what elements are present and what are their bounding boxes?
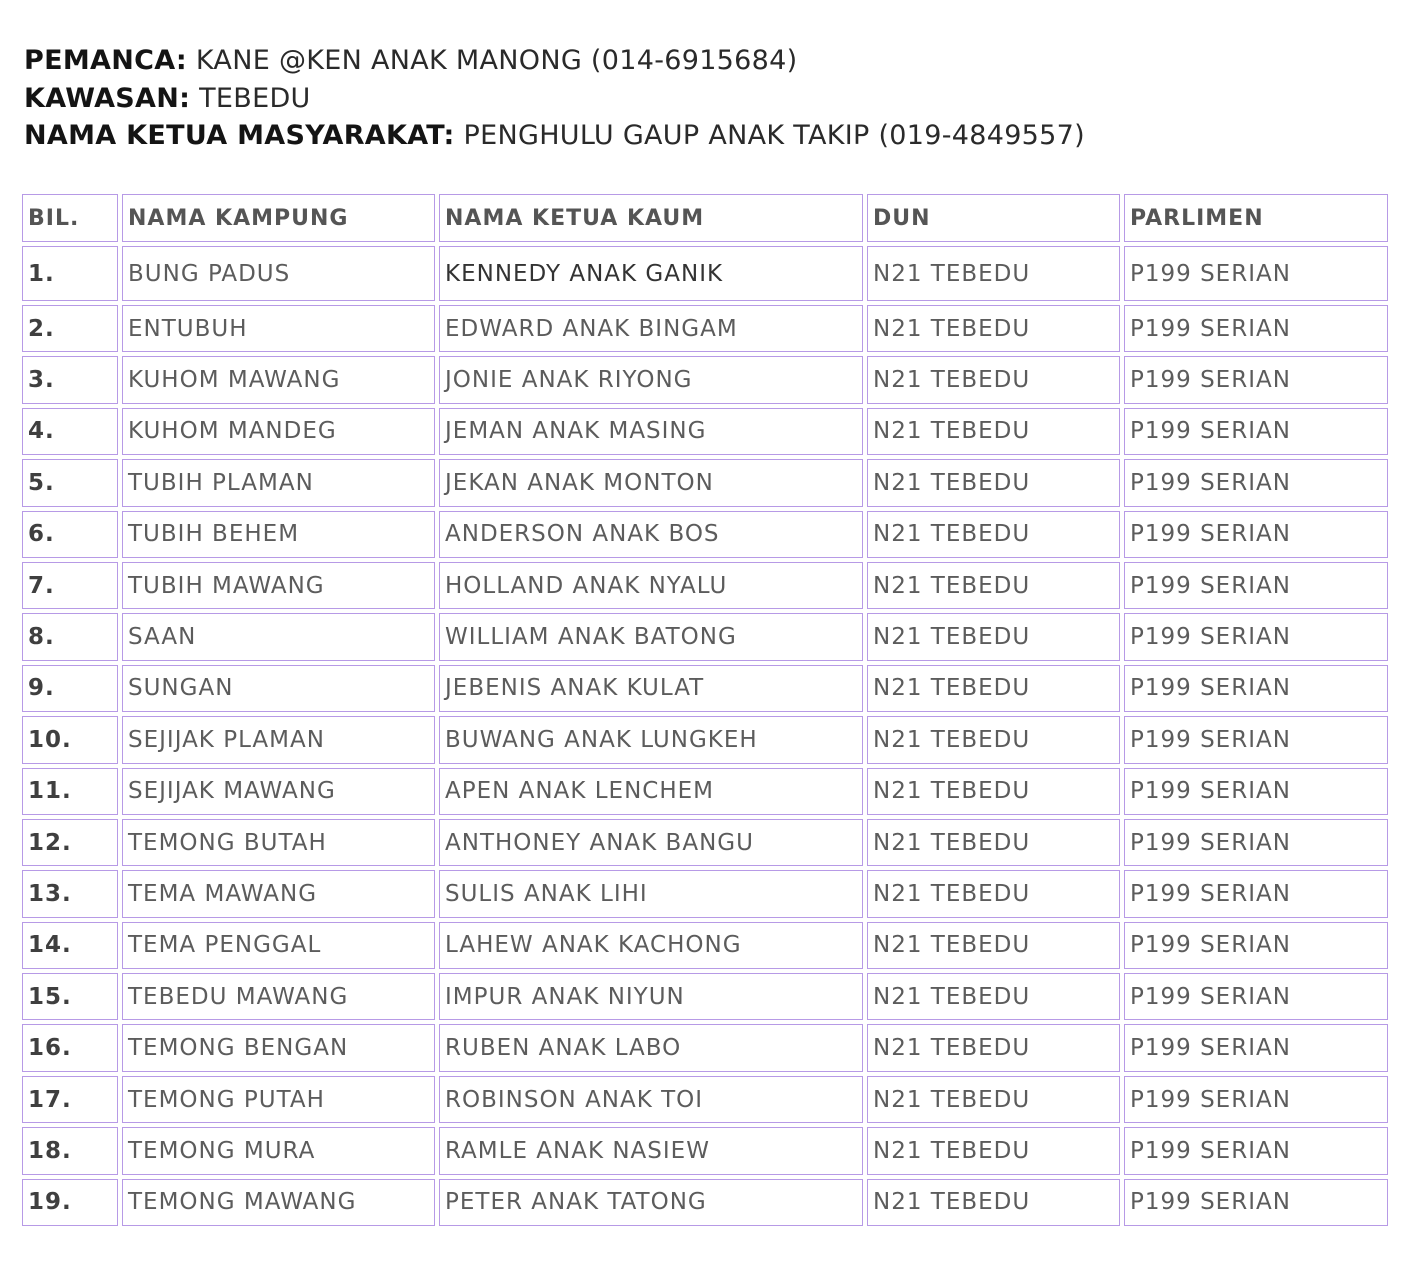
table-row: [22, 922, 1388, 969]
table-row: [22, 1179, 1388, 1226]
cell-ketua: HOLLAND ANAK NYALU: [439, 562, 863, 609]
cell-bil: 4.: [22, 408, 118, 455]
cell-parlimen: P199 SERIAN: [1124, 562, 1388, 609]
pemanca-value: KANE @KEN ANAK MANONG (014-6915684): [195, 45, 798, 76]
cell-dun: N21 TEBEDU: [867, 562, 1120, 609]
cell-ketua: LAHEW ANAK KACHONG: [439, 922, 863, 969]
cell-bil: 17.: [22, 1076, 118, 1123]
cell-dun: N21 TEBEDU: [867, 819, 1120, 866]
cell-parlimen: P199 SERIAN: [1124, 459, 1388, 506]
table-row: [22, 356, 1388, 403]
cell-ketua: KENNEDY ANAK GANIK: [439, 246, 863, 301]
cell-kampung: TEMONG MAWANG: [122, 1179, 435, 1226]
table-header-row: [22, 194, 1388, 242]
cell-dun: N21 TEBEDU: [867, 356, 1120, 403]
cell-ketua: IMPUR ANAK NIYUN: [439, 973, 863, 1020]
cell-ketua: ANTHONEY ANAK BANGU: [439, 819, 863, 866]
header-nama-kampung: NAMA KAMPUNG: [122, 194, 435, 242]
cell-ketua: SULIS ANAK LIHI: [439, 870, 863, 917]
header-dun: DUN: [867, 194, 1120, 242]
table-row: [22, 511, 1388, 558]
cell-bil: 11.: [22, 768, 118, 815]
cell-bil: 19.: [22, 1179, 118, 1226]
cell-parlimen: P199 SERIAN: [1124, 819, 1388, 866]
cell-parlimen: P199 SERIAN: [1124, 768, 1388, 815]
cell-dun: N21 TEBEDU: [867, 973, 1120, 1020]
cell-ketua: JEBENIS ANAK KULAT: [439, 665, 863, 712]
ketua-masyarakat-line: [24, 117, 1390, 155]
kampung-table: [18, 190, 1392, 1230]
cell-parlimen: P199 SERIAN: [1124, 922, 1388, 969]
cell-dun: N21 TEBEDU: [867, 459, 1120, 506]
cell-bil: 10.: [22, 716, 118, 763]
table-row: [22, 870, 1388, 917]
cell-bil: 15.: [22, 973, 118, 1020]
cell-ketua: PETER ANAK TATONG: [439, 1179, 863, 1226]
cell-kampung: TEBEDU MAWANG: [122, 973, 435, 1020]
cell-dun: N21 TEBEDU: [867, 716, 1120, 763]
cell-kampung: TEMONG MURA: [122, 1127, 435, 1174]
table-row: [22, 408, 1388, 455]
cell-kampung: TUBIH PLAMAN: [122, 459, 435, 506]
cell-bil: 2.: [22, 305, 118, 352]
cell-dun: N21 TEBEDU: [867, 613, 1120, 660]
cell-ketua: EDWARD ANAK BINGAM: [439, 305, 863, 352]
table-row: [22, 562, 1388, 609]
cell-bil: 1.: [22, 246, 118, 301]
cell-dun: N21 TEBEDU: [867, 1024, 1120, 1071]
cell-ketua: BUWANG ANAK LUNGKEH: [439, 716, 863, 763]
cell-kampung: TUBIH MAWANG: [122, 562, 435, 609]
kawasan-label: KAWASAN:: [24, 82, 191, 114]
cell-dun: N21 TEBEDU: [867, 1076, 1120, 1123]
cell-kampung: SUNGAN: [122, 665, 435, 712]
table-row: [22, 305, 1388, 352]
cell-ketua: ROBINSON ANAK TOI: [439, 1076, 863, 1123]
pemanca-line: [24, 42, 1390, 80]
table-row: [22, 665, 1388, 712]
cell-parlimen: P199 SERIAN: [1124, 1179, 1388, 1226]
cell-dun: N21 TEBEDU: [867, 305, 1120, 352]
cell-dun: N21 TEBEDU: [867, 922, 1120, 969]
ketua-masyarakat-value: PENGHULU GAUP ANAK TAKIP (019-4849557): [463, 120, 1085, 151]
cell-parlimen: P199 SERIAN: [1124, 1024, 1388, 1071]
cell-kampung: TEMONG BUTAH: [122, 819, 435, 866]
cell-kampung: KUHOM MAWANG: [122, 356, 435, 403]
cell-parlimen: P199 SERIAN: [1124, 1076, 1388, 1123]
cell-bil: 9.: [22, 665, 118, 712]
header-nama-ketua-kaum: NAMA KETUA KAUM: [439, 194, 863, 242]
cell-bil: 12.: [22, 819, 118, 866]
cell-kampung: BUNG PADUS: [122, 246, 435, 301]
cell-dun: N21 TEBEDU: [867, 511, 1120, 558]
cell-bil: 7.: [22, 562, 118, 609]
cell-ketua: JEMAN ANAK MASING: [439, 408, 863, 455]
cell-dun: N21 TEBEDU: [867, 665, 1120, 712]
table-row: [22, 459, 1388, 506]
pemanca-label: PEMANCA:: [24, 45, 188, 76]
header-parlimen: PARLIMEN: [1124, 194, 1388, 242]
cell-bil: 16.: [22, 1024, 118, 1071]
table-row: [22, 246, 1388, 301]
cell-dun: N21 TEBEDU: [867, 1179, 1120, 1226]
cell-ketua: APEN ANAK LENCHEM: [439, 768, 863, 815]
table-row: [22, 1076, 1388, 1123]
table-row: [22, 1024, 1388, 1071]
cell-kampung: SEJIJAK PLAMAN: [122, 716, 435, 763]
table-row: [22, 768, 1388, 815]
kawasan-value: TEBEDU: [199, 82, 311, 114]
cell-bil: 6.: [22, 511, 118, 558]
cell-parlimen: P199 SERIAN: [1124, 246, 1388, 301]
cell-ketua: WILLIAM ANAK BATONG: [439, 613, 863, 660]
cell-kampung: TEMA PENGGAL: [122, 922, 435, 969]
cell-parlimen: P199 SERIAN: [1124, 613, 1388, 660]
cell-parlimen: P199 SERIAN: [1124, 305, 1388, 352]
cell-dun: N21 TEBEDU: [867, 870, 1120, 917]
cell-ketua: RAMLE ANAK NASIEW: [439, 1127, 863, 1174]
info-block: [24, 42, 1390, 155]
table-row: [22, 716, 1388, 763]
cell-bil: 5.: [22, 459, 118, 506]
cell-kampung: SAAN: [122, 613, 435, 660]
table-row: [22, 1127, 1388, 1174]
table-row: [22, 973, 1388, 1020]
cell-kampung: KUHOM MANDEG: [122, 408, 435, 455]
cell-ketua: JEKAN ANAK MONTON: [439, 459, 863, 506]
cell-kampung: ENTUBUH: [122, 305, 435, 352]
cell-bil: 14.: [22, 922, 118, 969]
cell-dun: N21 TEBEDU: [867, 408, 1120, 455]
cell-dun: N21 TEBEDU: [867, 1127, 1120, 1174]
cell-bil: 13.: [22, 870, 118, 917]
cell-parlimen: P199 SERIAN: [1124, 870, 1388, 917]
table-row: [22, 819, 1388, 866]
cell-kampung: TEMONG PUTAH: [122, 1076, 435, 1123]
cell-kampung: SEJIJAK MAWANG: [122, 768, 435, 815]
cell-kampung: TEMONG BENGAN: [122, 1024, 435, 1071]
cell-kampung: TUBIH BEHEM: [122, 511, 435, 558]
cell-parlimen: P199 SERIAN: [1124, 408, 1388, 455]
cell-bil: 18.: [22, 1127, 118, 1174]
cell-bil: 8.: [22, 613, 118, 660]
table-row: [22, 613, 1388, 660]
cell-parlimen: P199 SERIAN: [1124, 665, 1388, 712]
cell-dun: N21 TEBEDU: [867, 246, 1120, 301]
cell-parlimen: P199 SERIAN: [1124, 356, 1388, 403]
cell-kampung: TEMA MAWANG: [122, 870, 435, 917]
cell-bil: 3.: [22, 356, 118, 403]
cell-dun: N21 TEBEDU: [867, 768, 1120, 815]
cell-ketua: JONIE ANAK RIYONG: [439, 356, 863, 403]
header-bil: BIL.: [22, 194, 118, 242]
ketua-masyarakat-label: NAMA KETUA MASYARAKAT:: [24, 120, 455, 151]
cell-parlimen: P199 SERIAN: [1124, 973, 1388, 1020]
cell-parlimen: P199 SERIAN: [1124, 716, 1388, 763]
cell-ketua: ANDERSON ANAK BOS: [439, 511, 863, 558]
kawasan-line: [24, 80, 1390, 118]
cell-ketua: RUBEN ANAK LABO: [439, 1024, 863, 1071]
cell-parlimen: P199 SERIAN: [1124, 1127, 1388, 1174]
cell-parlimen: P199 SERIAN: [1124, 511, 1388, 558]
